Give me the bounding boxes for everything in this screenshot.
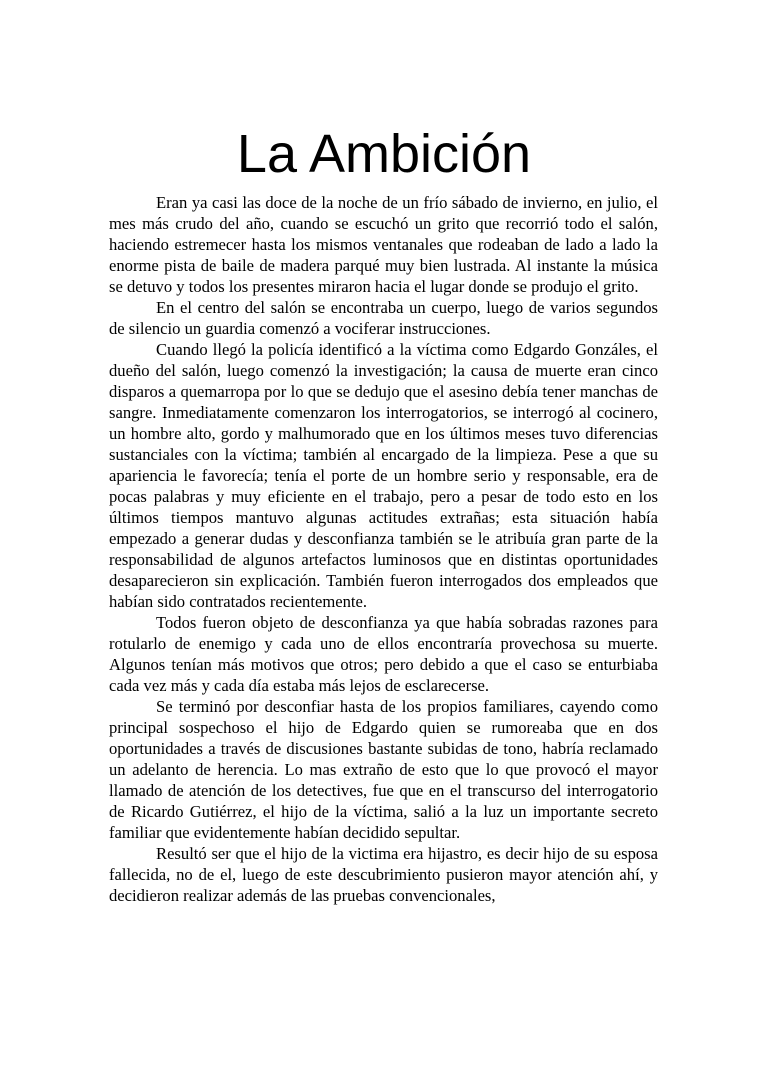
paragraph: Se terminó por desconfiar hasta de los propios familiares, cayendo como principal sospechoso el hijo de Edgardo quien se rumoreaba que en dos oportunidades a través de discusiones bastante subidas de tono, habría reclamado un adelanto de herencia. Lo mas extraño de esto que lo que provocó el mayor llamado de atención de los detectives, fue que en el transcurso del interrogatorio de Ricardo Gutiérrez, el hijo de la víctima, salió a la luz un importante secreto familiar que evidentemente habían decidido sepultar. [109, 697, 658, 842]
paragraph: Eran ya casi las doce de la noche de un frío sábado de invierno, en julio, el mes más crudo del año, cuando se escuchó un grito que recorrió todo el salón, haciendo estremecer hasta los mismos ventanales que rodeaban de lado a lado la enorme pista de baile de madera parqué muy bien lustrada. Al instante la música se detuvo y todos los presentes miraron hacia el lugar donde se produjo el grito. [109, 193, 658, 296]
paragraph: En el centro del salón se encontraba un cuerpo, luego de varios segundos de silencio un guardia comenzó a vociferar instrucciones. [109, 298, 658, 338]
story-body [109, 192, 658, 906]
paragraph: Cuando llegó la policía identificó a la víctima como Edgardo Gonzáles, el dueño del salón, luego comenzó la investigación; la causa de muerte eran cinco disparos a quemarropa por lo que se dedujo que el asesino debía tener manchas de sangre. Inmediatamente comenzaron los interrogatorios, se interrogó al cocinero, un hombre alto, gordo y malhumorado que en los últimos meses tuvo diferencias sustanciales con la víctima; también al encargado de la limpieza. Pese a que su apariencia le favorecía; tenía el porte de un hombre serio y responsable, era de pocas palabras y muy eficiente en el trabajo, pero a pesar de todo esto en los últimos tiempos mantuvo algunas actitudes extrañas; esta situación había empezado a generar dudas y desconfianza también se le atribuía gran parte de la responsabilidad de algunos artefactos luminosos que en distintas oportunidades desaparecieron sin explicación. También fueron interrogados dos empleados que habían sido contratados recientemente. [109, 340, 658, 611]
paragraph: Todos fueron objeto de desconfianza ya que había sobradas razones para rotularlo de enemigo y cada uno de ellos encontraría provechosa su muerte. Algunos tenían más motivos que otros; pero debido a que el caso se enturbiaba cada vez más y cada día estaba más lejos de esclarecerse. [109, 613, 658, 695]
page-title: La Ambición [236, 124, 532, 184]
paragraph: Resultó ser que el hijo de la victima era hijastro, es decir hijo de su esposa fallecida, no de el, luego de este descubrimiento pusieron mayor atención ahí, y decidieron realizar además de las pruebas convencionales, [109, 844, 658, 905]
